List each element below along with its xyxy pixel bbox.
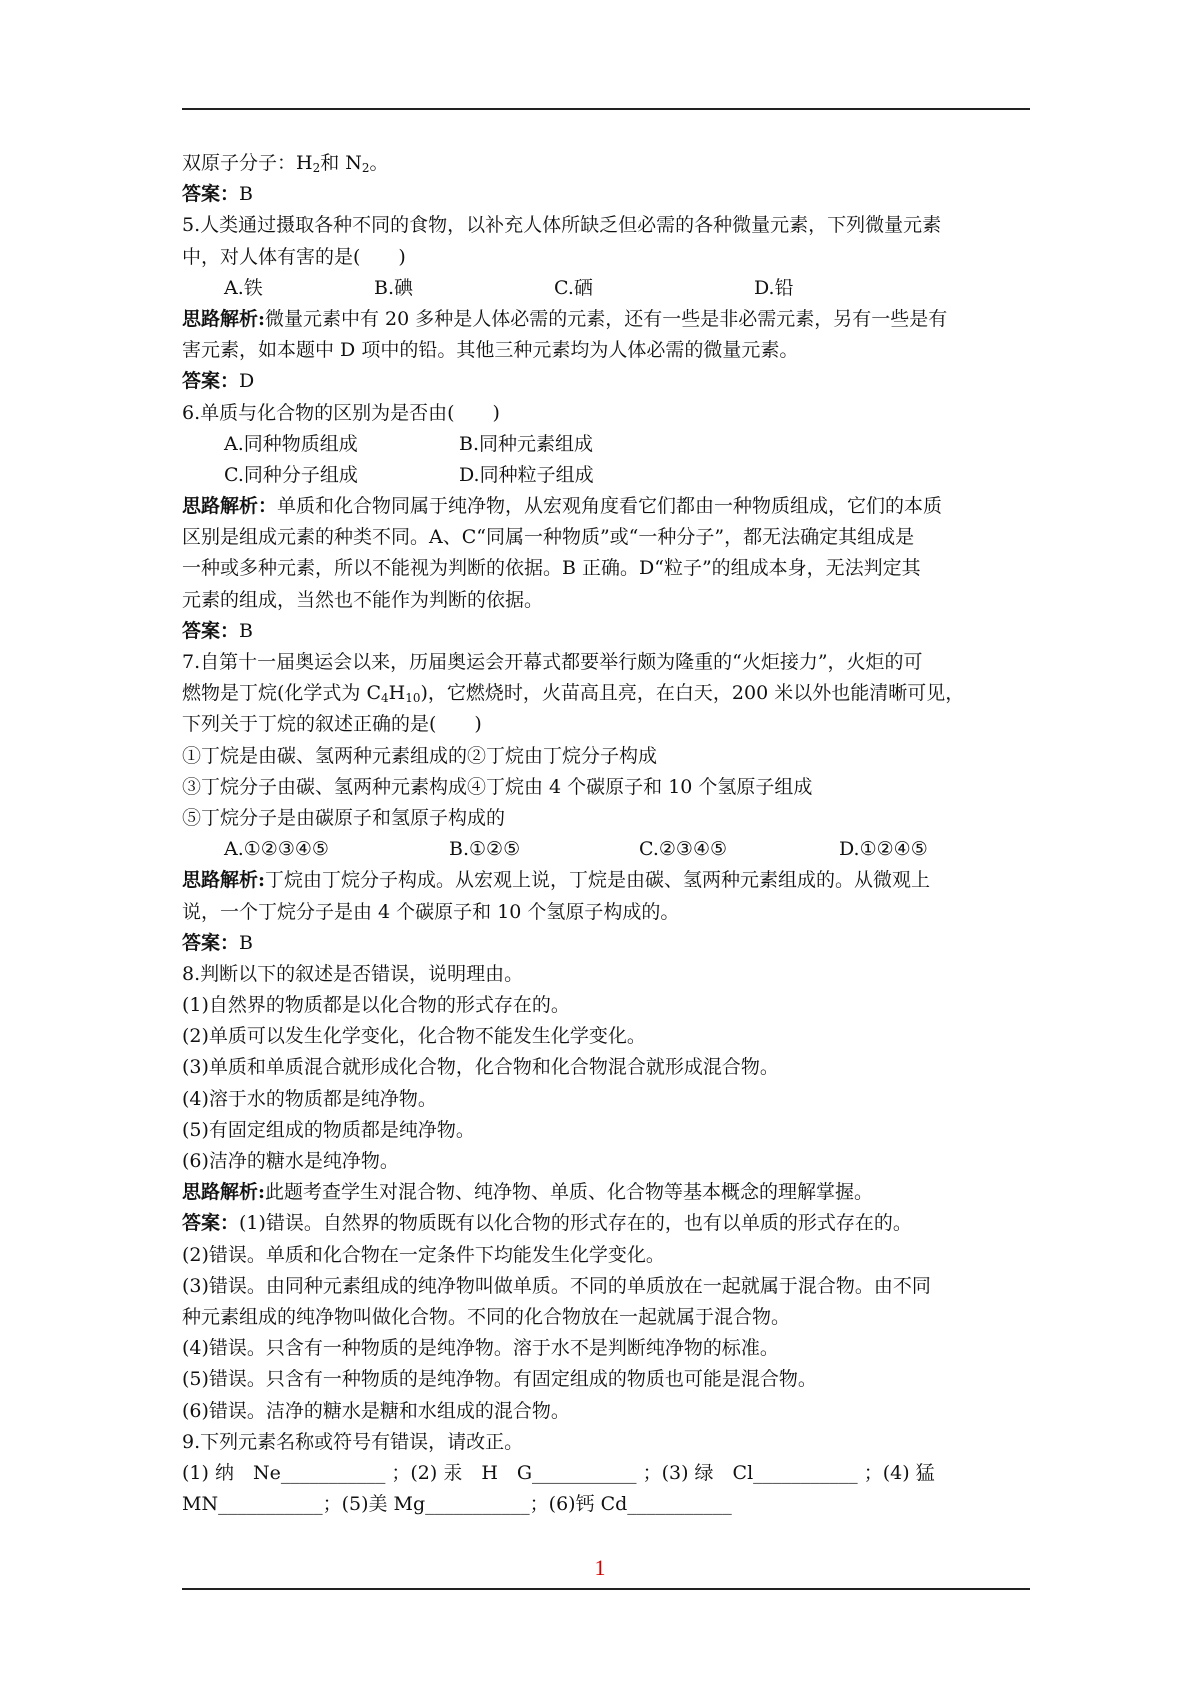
option-c: C.②③④⑤ xyxy=(639,838,728,861)
answer-7: 答案：B xyxy=(182,931,253,954)
option-d: D.①②④⑤ xyxy=(839,838,928,861)
analysis-7: 思路解析:丁烷由丁烷分子构成。从宏观上说，丁烷是由碳、氢两种元素组成的。从微观上 xyxy=(182,869,931,892)
question-7-line-3: 下列关于丁烷的叙述正确的是( ) xyxy=(182,713,482,736)
answer-5: 答案：D xyxy=(182,370,255,393)
analysis-7-line-2: 说，一个丁烷分子是由 4 个碳原子和 10 个氢原子构成的。 xyxy=(182,900,680,923)
footer-rule xyxy=(182,1588,1030,1590)
question-8: 8.判断以下的叙述是否错误，说明理由。 xyxy=(182,962,524,985)
question-7-options xyxy=(182,834,1030,865)
analysis-6: 思路解析：单质和化合物同属于纯净物，从宏观角度看它们都由一种物质组成，它们的本质 xyxy=(182,495,943,518)
option-d: D.铅 xyxy=(754,276,794,299)
question-6-options-row-2 xyxy=(182,460,1030,491)
question-7-statement-1: ①丁烷是由碳、氢两种元素组成的②丁烷由丁烷分子构成 xyxy=(182,744,658,767)
analysis-6-line-3: 一种或多种元素，所以不能视为判断的依据。B 正确。D“粒子”的组成本身，无法判定其 xyxy=(182,557,921,580)
answer-8-item-4: (4)错误。只含有一种物质的是纯净物。溶于水不是判断纯净物的标准。 xyxy=(182,1337,779,1360)
analysis-8: 思路解析:此题考查学生对混合物、纯净物、单质、化合物等基本概念的理解掌握。 xyxy=(182,1181,874,1204)
answer-8-item-6: (6)错误。洁净的糖水是糖和水组成的混合物。 xyxy=(182,1399,570,1422)
question-9-line-2: (1) 纳 Ne___________ ；(2) 汞 H G___________ ；(3) 绿 Cl___________ ；(4) 猛 xyxy=(182,1461,935,1484)
analysis-6-line-2: 区别是组成元素的种类不同。A、C“同属一种物质”或“一种分子”，都无法确定其组成是 xyxy=(182,526,915,549)
question-7-statement-3: ⑤丁烷分子是由碳原子和氢原子构成的 xyxy=(182,806,506,829)
question-9: 9.下列元素名称或符号有错误，请改正。 xyxy=(182,1430,524,1453)
answer-4: 答案：B xyxy=(182,183,253,206)
analysis-5-line-2: 害元素，如本题中 D 项中的铅。其他三种元素均为人体必需的微量元素。 xyxy=(182,339,799,362)
question-8-item-5: (5)有固定组成的物质都是纯净物。 xyxy=(182,1118,475,1141)
question-7-line-2: 燃物是丁烷(化学式为 $C_4H_{10}$)，它燃烧时，火苗高且亮，在白天，200 米以外也能清晰可见， xyxy=(182,682,965,706)
question-8-item-6: (6)洁净的糖水是纯净物。 xyxy=(182,1150,399,1172)
question-5-options xyxy=(182,273,1030,304)
answer-8-item-3-cont: 种元素组成的纯净物叫做化合物。不同的化合物放在一起就属于混合物。 xyxy=(182,1305,791,1328)
question-8-item-4: (4)溶于水的物质都是纯净物。 xyxy=(182,1087,437,1110)
analysis-6-line-4: 元素的组成，当然也不能作为判断的依据。 xyxy=(182,588,544,611)
answer-8-item-3: (3)错误。由同种元素组成的纯净物叫做单质。不同的单质放在一起就属于混合物。由不同 xyxy=(182,1274,931,1297)
option-d: D.同种粒子组成 xyxy=(459,463,594,486)
answer-6: 答案：B xyxy=(182,619,253,642)
option-c: C.同种分子组成 xyxy=(224,463,358,486)
option-b: B.同种元素组成 xyxy=(459,432,594,455)
document-body xyxy=(182,148,1030,1520)
question-5: 5.人类通过摄取各种不同的食物，以补充人体所缺乏但必需的各种微量元素，下列微量元素 xyxy=(182,214,942,237)
option-b: B.碘 xyxy=(374,276,414,299)
question-8-item-3: (3)单质和单质混合就形成化合物，化合物和化合物混合就形成混合物。 xyxy=(182,1056,779,1079)
option-a: A.铁 xyxy=(224,276,263,299)
page-number: 1 xyxy=(594,1555,606,1580)
answer-8: 答案：(1)错误。自然界的物质既有以化合物的形式存在的，也有以单质的形式存在的。 xyxy=(182,1212,912,1235)
question-6: 6.单质与化合物的区别为是否由( ) xyxy=(182,401,500,424)
question-5-line-2: 中，对人体有害的是( ) xyxy=(182,245,406,268)
option-c: C.硒 xyxy=(554,276,593,299)
option-b: B.①②⑤ xyxy=(449,838,521,861)
option-a: A.同种物质组成 xyxy=(224,432,358,455)
question-8-item-1: (1)自然界的物质都是以化合物的形式存在的。 xyxy=(182,994,570,1017)
analysis-5: 思路解析:微量元素中有 20 多种是人体必需的元素，还有一些是非必需元素，另有一些是有 xyxy=(182,307,948,330)
question-9-line-3: MN___________；(5)美 Mg___________；(6)钙 Cd___________ xyxy=(182,1493,732,1516)
question-7-statement-2: ③丁烷分子由碳、氢两种元素构成④丁烷由 4 个碳原子和 10 个氢原子组成 xyxy=(182,775,813,798)
question-8-item-2: (2)单质可以发生化学变化，化合物不能发生化学变化。 xyxy=(182,1025,646,1048)
answer-8-item-5: (5)错误。只含有一种物质的是纯净物。有固定组成的物质也可能是混合物。 xyxy=(182,1368,817,1391)
header-rule xyxy=(182,108,1030,110)
question-6-options-row-1 xyxy=(182,429,1030,460)
answer-8-item-2: (2)错误。单质和化合物在一定条件下均能发生化学变化。 xyxy=(182,1243,665,1266)
answer-4-explanation: 双原子分子：$H_2$和 $N_2$。 xyxy=(182,152,389,175)
option-a: A.①②③④⑤ xyxy=(224,838,329,861)
question-7: 7.自第十一届奥运会以来，历届奥运会开幕式都要举行颇为隆重的“火炬接力”，火炬的可 xyxy=(182,651,923,673)
